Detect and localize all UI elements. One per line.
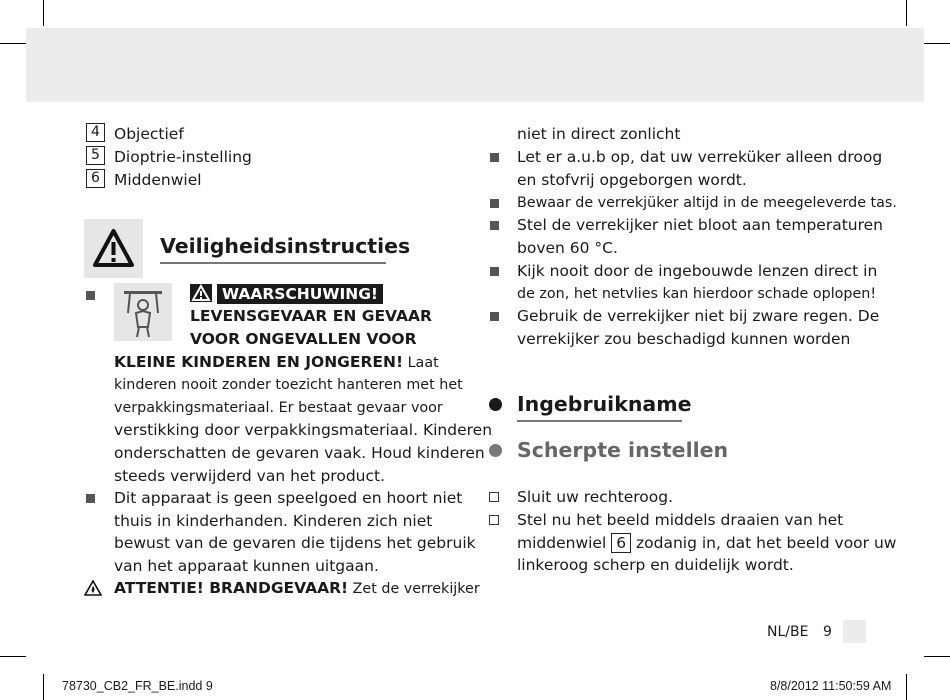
warning-heading: LEVENSGEVAAR EN GEVAAR (190, 307, 432, 325)
list-item (86, 146, 252, 168)
file-slug: 78730_CB2_FR_BE.indd 9 (62, 679, 213, 693)
warning-triangle-icon (84, 219, 143, 278)
child-warning-icon (114, 283, 172, 341)
list-item (86, 123, 184, 145)
paragraph-line: de zon, het netvlies kan hierdoor schade oplopen! (517, 286, 877, 302)
title-underline (160, 262, 386, 264)
warning-tag: WAARSCHUWING! (217, 284, 383, 304)
small-warning-icon (190, 284, 212, 302)
crop-mark (43, 0, 44, 26)
crop-mark (906, 0, 907, 26)
item-number: 4 (86, 123, 105, 142)
paragraph-line: Let er a.u.b op, dat uw verreküker alleen droog (517, 148, 883, 166)
heading-dot (489, 444, 502, 457)
language-code: NL/BE (767, 624, 809, 640)
title-underline (517, 420, 682, 422)
part-number: 6 (611, 533, 631, 553)
paragraph-line: niet in direct zonlicht (517, 125, 681, 143)
step-text (517, 532, 896, 555)
crop-mark (924, 656, 950, 657)
bullet (490, 267, 499, 276)
step-text: Sluit uw rechteroog. (517, 488, 673, 506)
subsection-title: Scherpte instellen (517, 438, 729, 462)
step-text-part: zodanig in, dat het beeld voor uw (631, 534, 897, 552)
warning-tag-line (190, 283, 383, 306)
step-checkbox (489, 515, 499, 525)
paragraph-line: steeds verwijderd van het product. (114, 467, 386, 485)
section-title: Veiligheidsinstructies (160, 234, 411, 258)
paragraph-line: verstikking door verpakkingsmateriaal. Kinderen (114, 421, 493, 439)
section-title: Ingebruikname (517, 392, 692, 416)
paragraph-line: Kijk nooit door de ingebouwde lenzen direct in (517, 262, 878, 280)
list-item (86, 169, 202, 191)
item-label: Objectief (114, 125, 184, 143)
crop-mark (924, 43, 950, 44)
paragraph-line: verrekijker zou beschadigd kunnen worden (517, 330, 851, 348)
item-label: Middenwiel (114, 171, 202, 189)
item-number: 6 (86, 169, 105, 188)
fire-warning-icon (84, 580, 102, 600)
paragraph-line: Stel de verrekijker niet bloot aan temperaturen (517, 216, 883, 234)
page-tab-marker (843, 620, 866, 643)
paragraph-line: en stofvrij opgeborgen wordt. (517, 171, 747, 189)
step-text: Stel nu het beeld middels draaien van het (517, 511, 844, 529)
paragraph-line: Gebruik de verrekijker niet bij zware regen. De (517, 307, 880, 325)
item-number: 5 (86, 146, 105, 165)
fire-warning-line (114, 577, 480, 601)
bullet (86, 291, 95, 300)
bullet (490, 312, 499, 321)
fire-warning-bold: ATTENTIE! BRANDGEVAAR! (114, 579, 349, 597)
bullet (490, 199, 499, 208)
paragraph-line: thuis in kinderhanden. Kinderen zich niet (114, 512, 433, 530)
fire-warning-text: Zet de verrekijker (348, 581, 480, 597)
warning-text: Laat (403, 355, 439, 371)
paragraph-line: onderschatten de gevaren vaak. Houd kinderen (114, 444, 485, 462)
page-number: 9 (823, 624, 832, 640)
heading-dot (489, 398, 502, 411)
warning-heading: VOOR ONGEVALLEN VOOR (190, 330, 417, 348)
crop-mark (0, 656, 26, 657)
warning-heading-bold: KLEINE KINDEREN EN JONGEREN! (114, 353, 404, 371)
paragraph-line: van het apparaat kunnen uitgaan. (114, 557, 379, 575)
paragraph-line: bewust van de gevaren die tijdens het gebruik (114, 534, 476, 552)
print-timestamp: 8/8/2012 11:50:59 AM (770, 679, 892, 693)
page-header-band (26, 28, 924, 102)
bullet (490, 221, 499, 230)
crop-mark (906, 674, 907, 700)
step-checkbox (489, 492, 499, 502)
bullet (86, 494, 95, 503)
crop-mark (43, 674, 44, 700)
item-label: Dioptrie-instelling (114, 148, 252, 166)
step-text: linkeroog scherp en duidelijk wordt. (517, 556, 794, 574)
bullet (490, 153, 499, 162)
paragraph-line: Dit apparaat is geen speelgoed en hoort niet (114, 489, 463, 507)
paragraph-line: kinderen nooit zonder toezicht hanteren met het (114, 377, 463, 393)
crop-mark (0, 43, 26, 44)
warning-heading (114, 351, 439, 375)
paragraph-line: verpakkingsmateriaal. Er bestaat gevaar voor (114, 400, 443, 416)
paragraph-line: Bewaar de verrekjüker altijd in de meegeleverde tas. (517, 195, 897, 211)
paragraph-line: boven 60 °C. (517, 239, 618, 257)
step-text-part: middenwiel (517, 534, 612, 552)
